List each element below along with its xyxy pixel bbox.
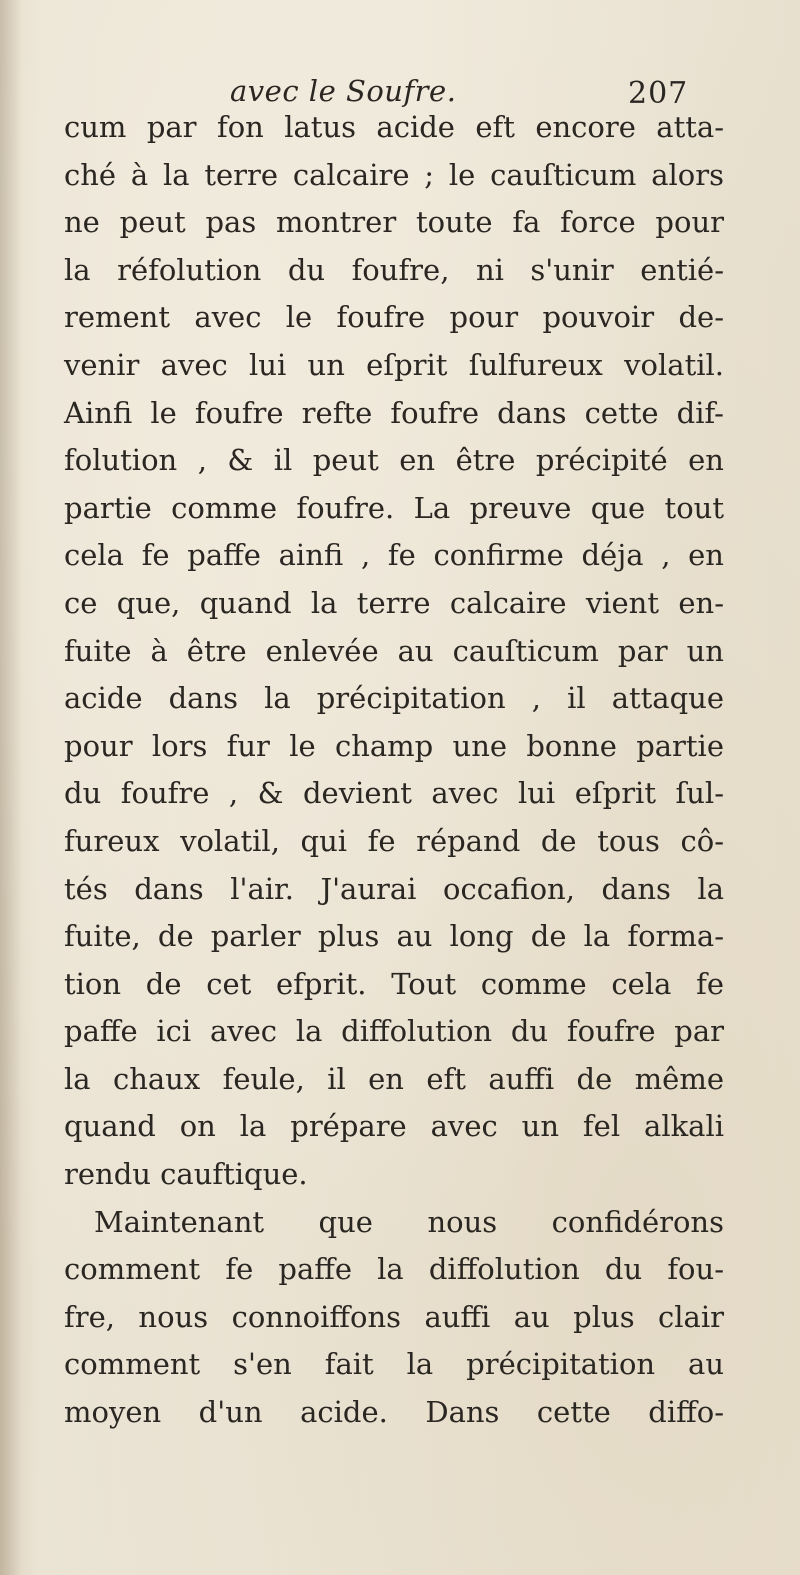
text-line: paffe ici avec la diffolution du foufre par bbox=[64, 1014, 724, 1049]
text-line: quand on la prépare avec un fel alkali bbox=[64, 1109, 724, 1144]
text-line: tion de cet efprit. Tout comme cela fe bbox=[64, 966, 724, 1001]
text-line: comment s'en fait la précipitation au bbox=[64, 1347, 724, 1382]
text-line: ché à la terre calcaire ; le cauſticum alors bbox=[64, 157, 724, 192]
text-line: cela fe paffe ainfi , fe confirme déja , en bbox=[64, 538, 724, 573]
text-line: fre, nous connoiffons auffi au plus clair bbox=[64, 1299, 724, 1334]
text-line: rement avec le foufre pour pouvoir de- bbox=[64, 300, 724, 335]
text-line: moyen d'un acide. Dans cette diffo- bbox=[64, 1395, 724, 1430]
text-line: cum par fon latus acide eft encore atta- bbox=[64, 110, 724, 144]
text-line: fuite à être enlevée au cauſticum par un bbox=[64, 633, 724, 668]
text-line-paragraph-start: Maintenant que nous confidérons bbox=[94, 1204, 724, 1239]
text-line: tés dans l'air. J'aurai occafion, dans la bbox=[64, 871, 724, 906]
text-line: Ainfi le foufre refte foufre dans cette dif- bbox=[64, 395, 724, 430]
text-line: du foufre , & devient avec lui eſprit ſul- bbox=[64, 776, 724, 811]
text-line: folution , & il peut en être précipité en bbox=[64, 443, 724, 478]
text-line: fureux volatil, qui fe répand de tous cô- bbox=[64, 823, 724, 858]
text-line: fuite, de parler plus au long de la forma- bbox=[64, 919, 724, 954]
running-head-title: avec le Soufre. bbox=[230, 74, 457, 108]
text-line: comment fe paffe la diffolution du fou- bbox=[64, 1252, 724, 1287]
text-line: venir avec lui un eſprit ſulfureux volatil. bbox=[64, 347, 724, 382]
text-line: la chaux feule, il en eft auffi de même bbox=[64, 1061, 724, 1096]
text-line: ne peut pas montrer toute fa force pour bbox=[64, 205, 724, 240]
text-line-paragraph-end: rendu cauftique. bbox=[64, 1157, 308, 1192]
text-line: acide dans la précipitation , il attaque bbox=[64, 681, 724, 716]
text-line: partie comme foufre. La preuve que tout bbox=[64, 490, 724, 525]
text-line: la réfolution du foufre, ni s'unir entié- bbox=[64, 252, 724, 287]
body-text bbox=[64, 104, 724, 1437]
text-line: ce que, quand la terre calcaire vient en- bbox=[64, 585, 724, 620]
text-line: pour lors fur le champ une bonne partie bbox=[64, 728, 724, 763]
page-number: 207 bbox=[628, 76, 689, 111]
gutter-shadow bbox=[0, 0, 22, 1575]
